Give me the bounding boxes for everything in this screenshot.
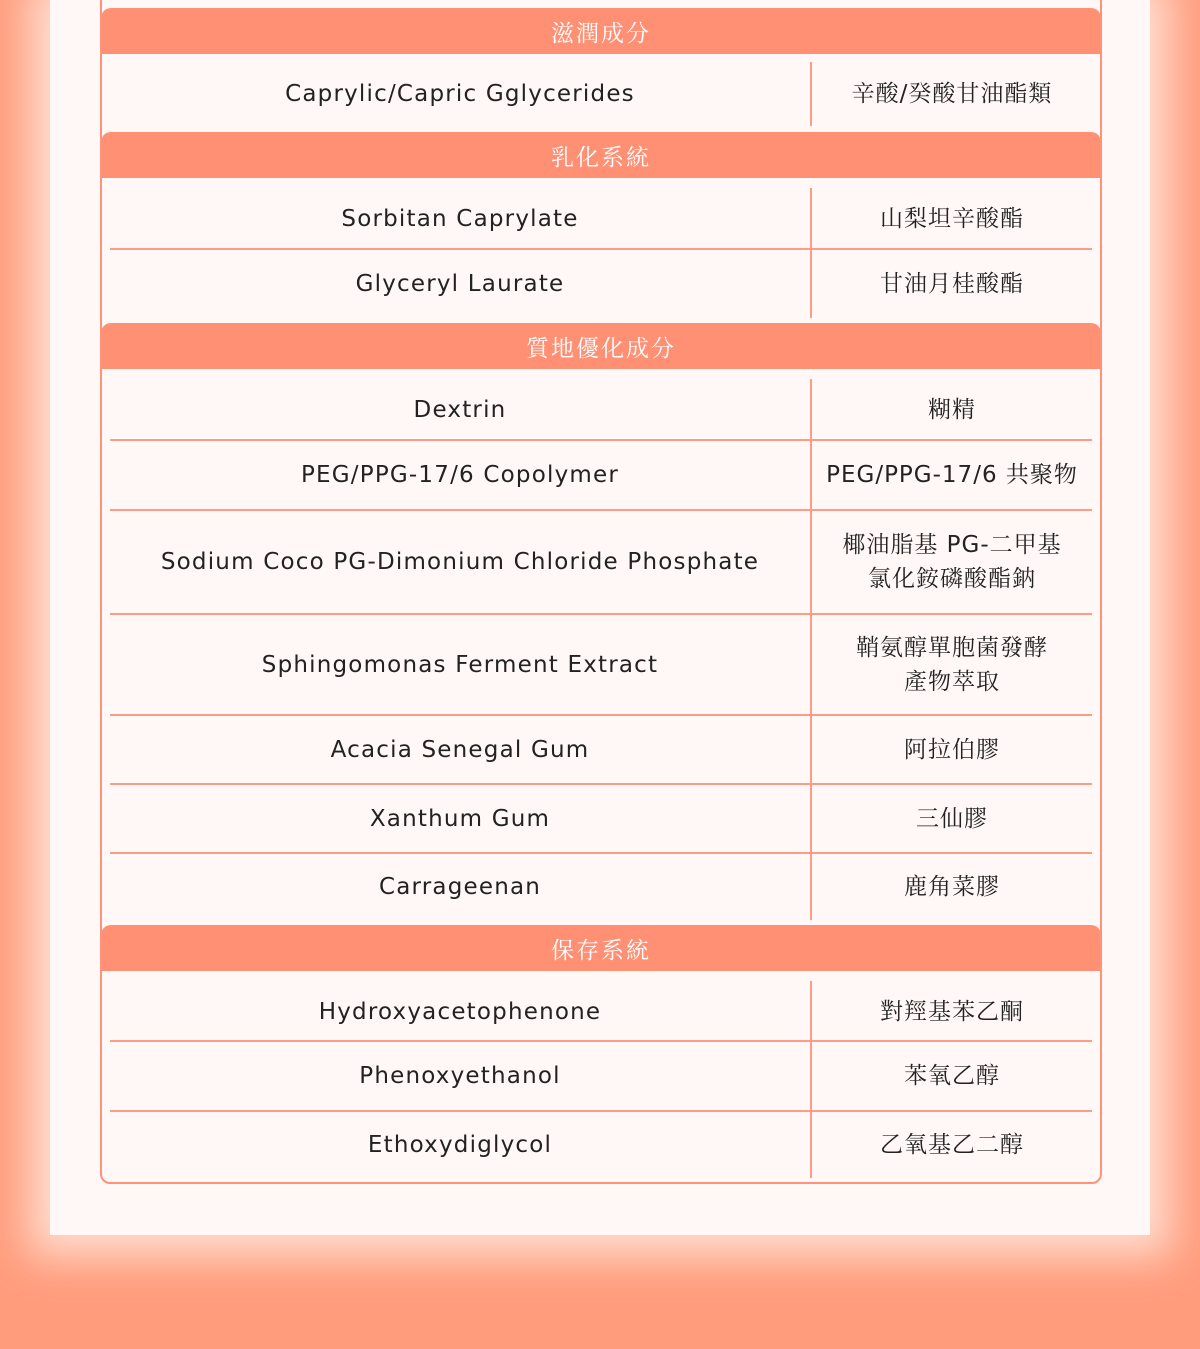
- table-row: [110, 852, 1092, 920]
- table-row: [110, 509, 1092, 613]
- ingredient-english-name: Caprylic/Capric Gglycerides: [285, 81, 635, 107]
- section-header: 乳化系統: [101, 132, 1101, 178]
- ingredient-chinese-name: 鹿角菜膠: [810, 854, 1092, 920]
- ingredient-chinese-name: 山梨坦辛酸酯: [810, 188, 1092, 250]
- ingredient-english-name: Glyceryl Laurate: [355, 271, 565, 297]
- section-header: 滋潤成分: [101, 8, 1101, 54]
- ingredient-chinese-name: 乙氧基乙二醇: [810, 1112, 1092, 1178]
- table-row: [110, 783, 1092, 852]
- table-row: [110, 188, 1092, 250]
- ingredient-english-name: Ethoxydiglycol: [367, 1132, 553, 1158]
- ingredient-chinese-name: 糊精: [810, 379, 1092, 441]
- ingredient-english-name: PEG/PPG-17/6 Copolymer: [300, 462, 619, 488]
- table-row: [110, 379, 1092, 441]
- section-header: 質地優化成分: [101, 323, 1101, 369]
- ingredient-chinese-name: 甘油月桂酸酯: [810, 250, 1092, 318]
- ingredient-english-name: Phenoxyethanol: [359, 1063, 561, 1089]
- ingredient-chinese-name: 鞘氨醇單胞菌發酵 產物萃取: [810, 615, 1092, 714]
- section-header: 保存系統: [101, 925, 1101, 971]
- ingredient-chinese-name: 苯氧乙醇: [810, 1042, 1092, 1110]
- ingredient-chinese-name: 阿拉伯膠: [810, 716, 1092, 783]
- ingredient-chinese-name: 椰油脂基 PG-二甲基 氯化銨磷酸酯鈉: [810, 511, 1092, 613]
- table-row: [110, 714, 1092, 783]
- ingredient-english-name: Dextrin: [413, 397, 507, 423]
- table-row: [110, 248, 1092, 318]
- ingredient-english-name: Carrageenan: [378, 874, 542, 900]
- table-row: [110, 981, 1092, 1042]
- ingredient-english-name: Acacia Senegal Gum: [330, 736, 590, 763]
- table-row: [110, 1110, 1092, 1178]
- ingredient-chinese-name: 三仙膠: [810, 785, 1092, 852]
- ingredient-english-name: Xanthum Gum: [369, 805, 551, 832]
- ingredient-table: [100, 0, 1102, 1184]
- ingredient-english-name: Sodium Coco PG-Dimonium Chloride Phosphate: [160, 549, 760, 575]
- ingredient-english-name: Sphingomonas Ferment Extract: [261, 651, 659, 678]
- table-row: [110, 613, 1092, 714]
- ingredient-chinese-name: PEG/PPG-17/6 共聚物: [810, 441, 1092, 509]
- ingredient-chinese-name: 對羥基苯乙酮: [810, 981, 1092, 1042]
- ingredient-english-name: Hydroxyacetophenone: [318, 998, 602, 1025]
- table-row: [110, 62, 1092, 126]
- ingredient-english-name: Sorbitan Caprylate: [341, 206, 579, 232]
- ingredient-chinese-name: 辛酸/癸酸甘油酯類: [810, 62, 1092, 126]
- table-row: [110, 1040, 1092, 1110]
- table-row: [110, 439, 1092, 509]
